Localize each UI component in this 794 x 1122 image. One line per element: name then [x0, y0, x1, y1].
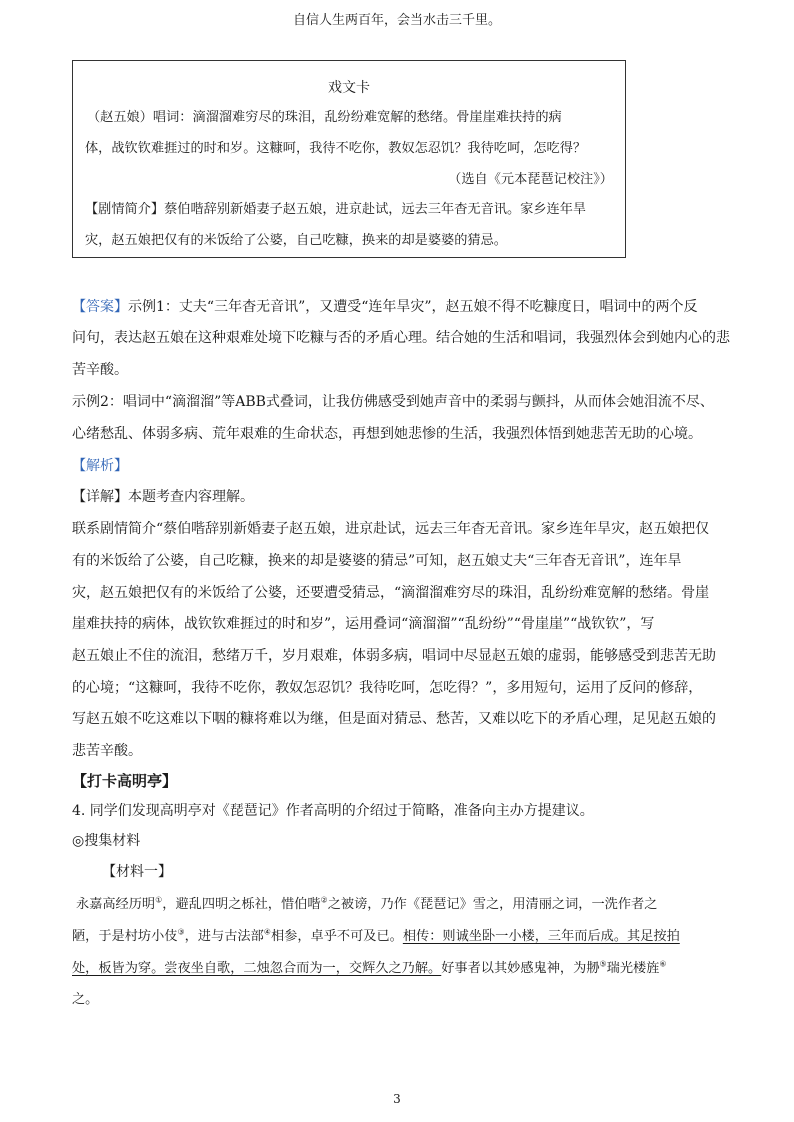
underlined-text: 相传：则诚坐卧一小楼，三年而后成。其足按拍	[402, 929, 680, 944]
footnote-mark: ①	[155, 895, 163, 905]
page-number: 3	[393, 1092, 401, 1106]
analysis-line-8: 悲苦辛酸。	[72, 743, 142, 759]
footnote-mark: ④	[263, 927, 271, 937]
page-header-motto: 自信人生两百年，会当水击三千里。	[292, 13, 501, 28]
section-title: 【打卡高明亭】	[72, 772, 178, 790]
material-line-4: 之。	[72, 992, 99, 1007]
answer-line-5: 心绪愁乱、体弱多病、荒年艰难的生命状态，再想到她悲惨的生活，我强烈体悟到她悲苦无助的心境。	[72, 426, 702, 442]
analysis-line-3: 灾，赵五娘把仅有的米饭给了公婆，还要遭受猜忌，“滴溜溜难穷尽的珠泪，乱纷纷难宽解的愁绪。骨崖	[72, 585, 710, 601]
card-lyric-line-2: 体，战钦钦难捱过的时和岁。这糠呵，我待不吃你，教奴怎忍饥？我待吃呵，怎吃得？	[85, 141, 587, 156]
footnote-mark: ③	[177, 927, 185, 937]
footnote-mark: ⑥	[659, 959, 667, 969]
analysis-line-1: 联系剧情简介“蔡伯喈辞别新婚妻子赵五娘，进京赴试，远去三年杳无音讯。家乡连年旱灾，赵五娘把仅	[72, 521, 710, 537]
answer-line-3: 苦辛酸。	[72, 362, 128, 378]
answer-label: 【答案】	[72, 299, 128, 315]
analysis-line-6: 的心境；“这糠呵，我待不吃你，教奴怎忍饥？我待吃呵，怎吃得？”，多用短句，运用了反问的修辞，	[72, 680, 703, 696]
collect-materials-heading: ◎搜集材料	[72, 833, 141, 849]
answer-line-2: 问句，表达赵五娘在这种艰难处境下吃糠与否的矛盾心理。结合她的生活和唱词，我强烈体会到她内心的悲	[72, 330, 730, 346]
card-intro-line-1: 【剧情简介】蔡伯喈辞别新婚妻子赵五娘，进京赴试，远去三年杳无音讯。家乡连年旱	[85, 202, 587, 217]
question-4: 4. 同学们发现高明亭对《琵琶记》作者高明的介绍过于简略，准备向主办方提建议。	[72, 803, 594, 819]
analysis-line-5: 赵五娘止不住的流泪，愁绪万千，岁月艰难，体弱多病，唱词中尽显赵五娘的虚弱，能够感受到悲苦无助	[72, 648, 716, 664]
material-line-1: 永嘉高经历明①，避乱四明之栎社，惜伯喈②之被谤，乃作《琵琶记》雪之，用清丽之词，一洗作者之	[76, 895, 658, 912]
answer-line-1: 【答案】示例1：丈夫“三年杳无音讯”，又遭受“连年旱灾”，赵五娘不得不吃糠度日，唱词中的两个反	[72, 299, 698, 315]
card-source: （选自《元本琵琶记校注》）	[448, 172, 613, 187]
answer-line-4: 示例2：唱词中“滴溜溜”等ABB式叠词，让我仿佛感受到她声音中的柔弱与颤抖，从而体会她泪流不尽、	[72, 394, 714, 410]
card-lyric-line-1: （赵五娘）唱词：滴溜溜难穷尽的珠泪，乱纷纷难宽解的愁绪。骨崖崖难扶持的病	[87, 110, 562, 125]
analysis-line-7: 写赵五娘不吃这难以下咽的糠将难以为继，但是面对猜忌、愁苦，又难以吃下的矛盾心理，足见赵五娘的	[72, 711, 716, 727]
material-line-2: 陋，于是村坊小伎③，进与古法部④相参，卓乎不可及已。相传：则诚坐卧一小楼，三年而后成。其足按拍	[72, 927, 680, 944]
footnote-mark: ②	[320, 895, 328, 905]
analysis-line-4: 崖难扶持的病体，战钦钦难捱过的时和岁”，运用叠词“滴溜溜”“乱纷纷”“骨崖崖”“战钦钦”，写	[72, 616, 655, 632]
analysis-line-2: 有的米饭给了公婆，自己吃糠，换来的却是婆婆的猜忌”可知，赵五娘丈夫“三年杳无音讯”，连年旱	[72, 553, 682, 569]
material-line-3: 处，板皆为穿。尝夜坐自歌，二烛忽合而为一，交辉久之乃解。好事者以其妙感鬼神，为刱⑤瑞光楼旌⑥	[72, 959, 667, 976]
opera-card	[72, 60, 626, 258]
analysis-label: 【解析】	[72, 458, 128, 474]
material-one-label: 【材料一】	[102, 864, 172, 880]
card-intro-line-2: 灾，赵五娘把仅有的米饭给了公婆，自己吃糠，换来的却是婆婆的猜忌。	[85, 233, 507, 248]
card-title: 戏文卡	[328, 80, 370, 96]
underlined-text: 处，板皆为穿。尝夜坐自歌，二烛忽合而为一，交辉久之乃解。	[72, 961, 442, 976]
card-intro-label: 【剧情简介】	[85, 202, 165, 217]
analysis-detail: 【详解】本题考查内容理解。	[72, 489, 254, 505]
footnote-mark: ⑤	[599, 959, 607, 969]
